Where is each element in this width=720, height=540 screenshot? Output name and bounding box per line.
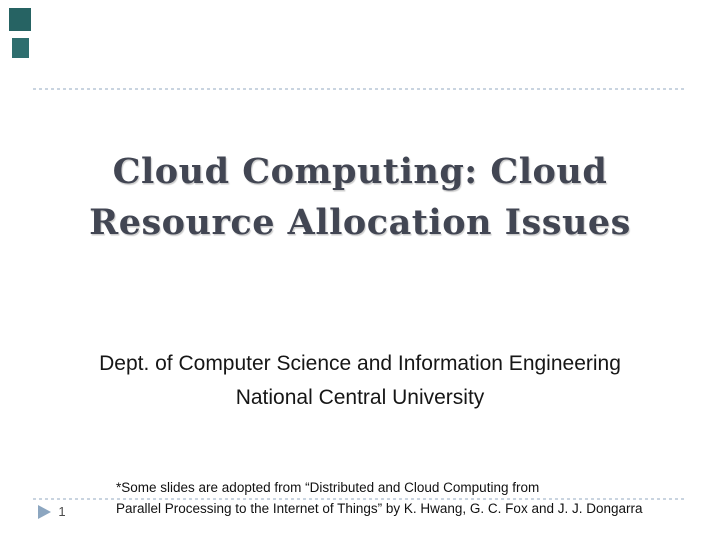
accent-square-small [12,38,29,58]
slide-title-line2: Resource Allocation Issues [89,202,631,243]
footnote-line2: Parallel Processing to the Internet of Things” by K. Hwang, G. C. Fox and J. J. Dongarra [116,501,643,516]
page-number-arrow-icon [38,505,51,519]
top-dotted-divider [33,88,685,90]
bottom-dotted-divider [33,498,685,500]
slide-title [20,146,700,248]
footnote-line1: *Some slides are adopted from “Distributed and Cloud Computing from [116,480,540,495]
slide-subtitle-line1: Dept. of Computer Science and Information Engineering [99,352,621,375]
page-number: 1 [58,504,66,519]
slide-title-line1: Cloud Computing: Cloud [112,151,608,192]
accent-square-large [9,8,31,31]
slide-subtitle [20,347,700,415]
slide-subtitle-line2: National Central University [235,386,485,409]
